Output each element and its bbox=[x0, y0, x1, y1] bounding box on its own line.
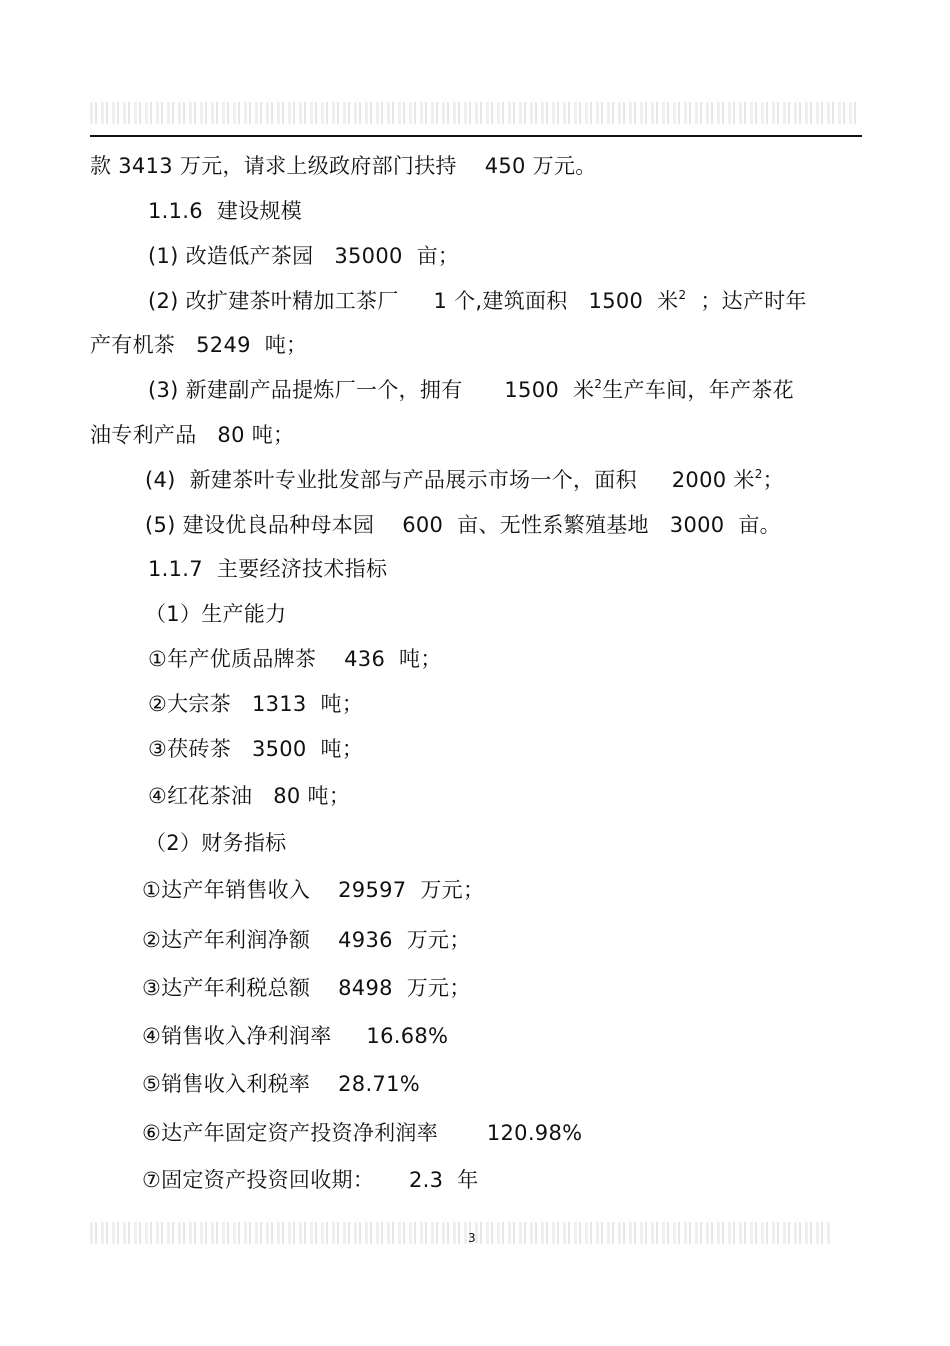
subheading-production-capacity: （1）生产能力 bbox=[145, 602, 287, 626]
list-item: ⑤销售收入利税率 28.71% bbox=[142, 1072, 420, 1096]
section-heading-1-1-6: 1.1.6 建设规模 bbox=[148, 199, 303, 223]
text-line-9: (5) 建设优良品种母本园 600 亩、无性系繁殖基地 3000 亩。 bbox=[145, 513, 781, 537]
list-item: ⑦固定资产投资回收期： 2.3 年 bbox=[142, 1168, 479, 1192]
list-item: ③茯砖茶 3500 吨； bbox=[148, 737, 364, 761]
text-line-3: (1) 改造低产茶园 35000 亩； bbox=[148, 244, 460, 268]
page-number: 3 bbox=[468, 1231, 476, 1245]
section-heading-1-1-7: 1.1.7 主要经济技术指标 bbox=[148, 557, 388, 581]
text-line-6: (3) 新建副产品提炼厂一个，拥有 1500 米$^2$生产车间，年产茶花 bbox=[148, 377, 794, 402]
text-line-4: (2) 改扩建茶叶精加工茶厂 1 个,建筑面积 1500 米$^2$ ；达产时年 bbox=[148, 288, 807, 313]
header-rule bbox=[90, 135, 862, 137]
list-item: ①达产年销售收入 29597 万元； bbox=[142, 878, 485, 902]
list-item: ③达产年利税总额 8498 万元； bbox=[142, 976, 471, 1000]
text-line-1: 款 3413 万元，请求上级政府部门扶持 450 万元。 bbox=[90, 154, 597, 178]
header-noise-band bbox=[90, 102, 860, 124]
subheading-financial-indicators: （2）财务指标 bbox=[145, 831, 287, 855]
list-item: ④红花茶油 80 吨； bbox=[148, 784, 351, 808]
text-line-8: (4) 新建茶叶专业批发部与产品展示市场一个，面积 2000 米$^2$； bbox=[145, 467, 784, 492]
list-item: ④销售收入净利润率 16.68% bbox=[142, 1024, 449, 1048]
text-line-5: 产有机茶 5249 吨； bbox=[90, 333, 308, 357]
text-line-7: 油专利产品 80 吨； bbox=[90, 423, 295, 447]
list-item: ⑥达产年固定资产投资净利润率 120.98% bbox=[142, 1121, 583, 1145]
list-item: ①年产优质品牌茶 436 吨； bbox=[148, 647, 442, 671]
list-item: ②达产年利润净额 4936 万元； bbox=[142, 928, 471, 952]
list-item: ②大宗茶 1313 吨； bbox=[148, 692, 364, 716]
footer-noise-band bbox=[90, 1222, 830, 1244]
